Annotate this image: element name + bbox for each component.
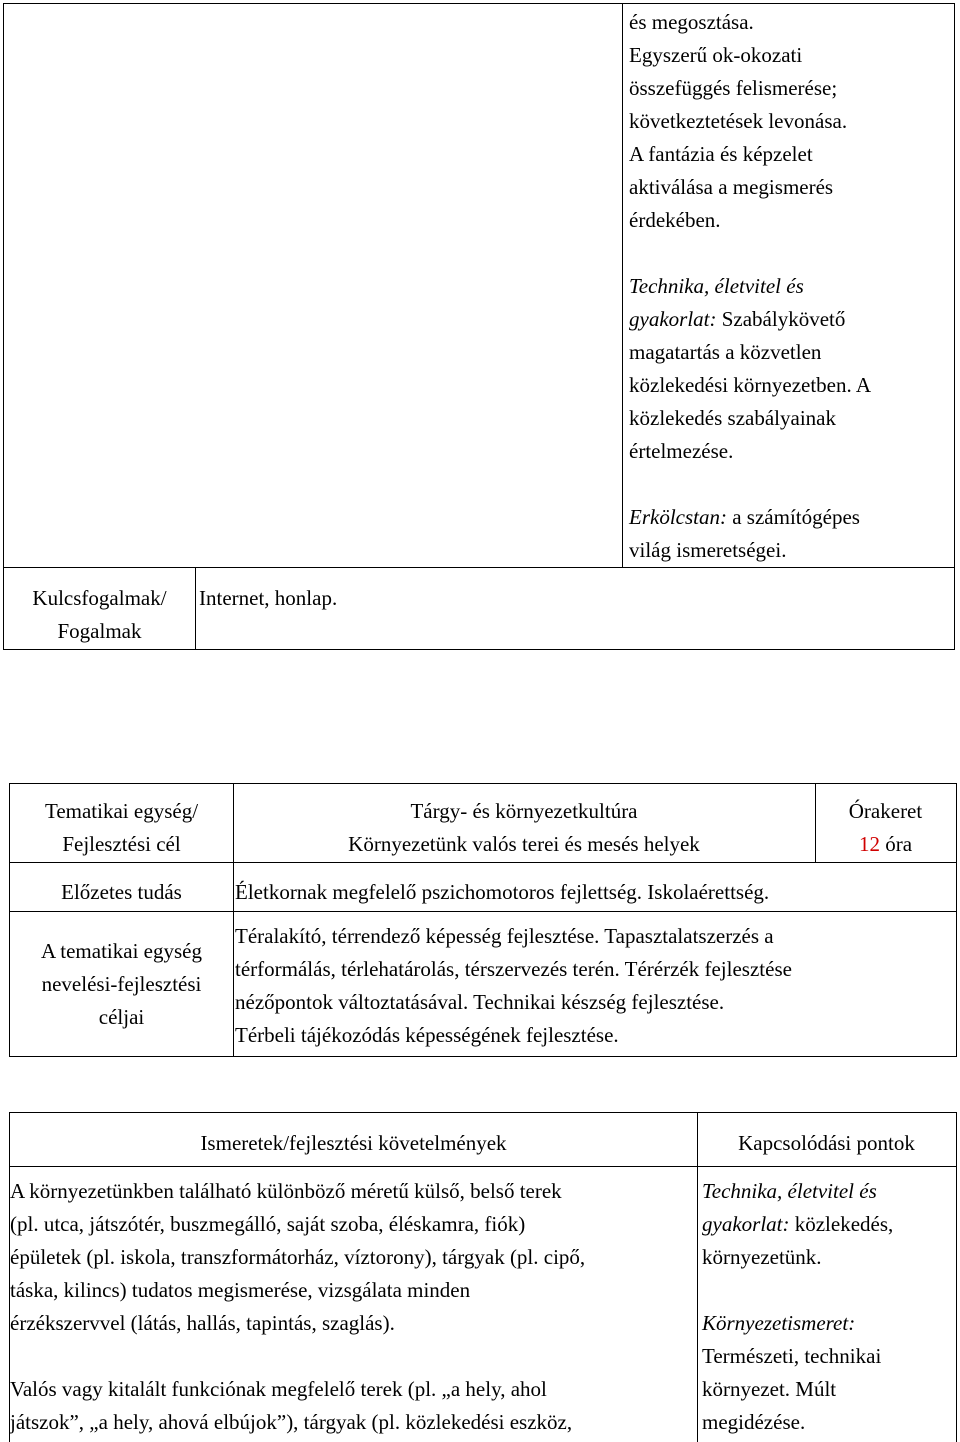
text-line: közlekedési környezetben. A — [629, 373, 871, 397]
text-line: Szabálykövető — [721, 307, 846, 331]
ethics-connection — [629, 501, 954, 567]
text-line: aktiválása a megismerés — [629, 175, 834, 199]
connections-header-cell — [697, 1112, 957, 1167]
text-line: magatartás a közvetlen — [629, 340, 822, 364]
table1-connections-cell — [622, 3, 955, 568]
unit-label: Tematikai egység/ — [44, 799, 199, 823]
text-line: Természeti, technikai — [702, 1344, 882, 1368]
hours-unit: óra — [885, 832, 913, 856]
goals-label: nevelési-fejlesztési — [41, 972, 202, 996]
unit-label-cell — [9, 783, 234, 863]
connections-body-cell — [697, 1166, 957, 1442]
requirements-header: Ismeretek/fejlesztési követelmények — [200, 1131, 507, 1155]
key-concepts-value-cell — [195, 567, 955, 650]
unit-title-cell — [233, 783, 816, 863]
requirements-paragraph — [10, 1175, 697, 1340]
requirements-header-cell — [9, 1112, 698, 1167]
requirements-text-line: A környezetünkben található különböző méretű külső, belső terek — [10, 1179, 562, 1203]
table1-left-cell — [3, 3, 623, 568]
requirements-text-line: érzékszervvel (látás, hallás, tapintás, szaglás). — [10, 1311, 395, 1335]
hours-number: 12 — [858, 832, 880, 856]
hours-cell — [815, 783, 957, 863]
subject-name: Erkölcstan: — [629, 505, 727, 529]
goals-label: A tematikai egység — [41, 939, 202, 963]
goals-text-line: Térbeli tájékozódás képességének fejlesztése. — [235, 1023, 619, 1047]
table1-connections-text — [629, 6, 954, 237]
subject-name: Technika, életvitel és — [702, 1179, 877, 1203]
goals-label: céljai — [98, 1005, 145, 1029]
prior-knowledge-label: Előzetes tudás — [61, 880, 182, 904]
text-line: közlekedés szabályainak — [629, 406, 836, 430]
text-line: a számítógépes — [732, 505, 860, 529]
key-concepts-label: Kulcsfogalmak/ — [32, 586, 167, 610]
requirements-text-line: épületek (pl. iskola, transzformátorház, víztorony), tárgyak (pl. cipő, — [10, 1245, 586, 1269]
subject-name: Technika, életvitel és — [629, 274, 804, 298]
requirements-text-line: játszok”, „a hely, ahová elbújok”), tárgyak (pl. közlekedési eszköz, — [10, 1410, 573, 1434]
hours-label: Órakeret — [848, 799, 923, 823]
text-line: összefüggés felismerése; — [629, 76, 838, 100]
text-line: megidézése. — [702, 1410, 806, 1434]
text-line: közlekedés, — [794, 1212, 894, 1236]
goals-text-line: térformálás, térlehatárolás, térszervezés terén. Térérzék fejlesztése — [235, 957, 792, 981]
unit-title: Tárgy- és környezetkultúra — [410, 799, 638, 823]
prior-knowledge-value-cell — [233, 862, 957, 912]
technology-connection — [702, 1175, 956, 1274]
text-line: környezet. Múlt — [702, 1377, 837, 1401]
goals-text-line: Téralakító, térrendező képesség fejlesztése. Tapasztalatszerzés a — [235, 924, 774, 948]
requirements-text-line: táska, kilincs) tudatos megismerése, vizsgálata minden — [10, 1278, 471, 1302]
goals-text-line: nézőpontok változtatásával. Technikai készség fejlesztése. — [235, 990, 725, 1014]
text-line: és megosztása. — [629, 10, 754, 34]
text-line: értelmezése. — [629, 439, 734, 463]
requirements-text-line: (pl. utca, játszótér, buszmegálló, saját szoba, éléskamra, fiók) — [10, 1212, 526, 1236]
prior-knowledge-value: Életkornak megfelelő pszichomotoros fejlettség. Iskolaérettség. — [235, 880, 770, 904]
unit-label: Fejlesztési cél — [62, 832, 181, 856]
subject-name: Környezetismeret: — [702, 1311, 856, 1335]
key-concepts-label: Fogalmak — [57, 619, 142, 643]
connections-header: Kapcsolódási pontok — [738, 1131, 915, 1155]
requirements-text-line: Valós vagy kitalált funkciónak megfelelő terek (pl. „a hely, ahol — [10, 1377, 547, 1401]
goals-value-cell — [233, 911, 957, 1057]
technology-connection — [629, 270, 954, 468]
goals-label-cell — [9, 911, 234, 1057]
environment-connection — [702, 1307, 956, 1439]
key-concepts-value: Internet, honlap. — [199, 586, 338, 610]
subject-name: gyakorlat: — [702, 1212, 790, 1236]
text-line: környezetünk. — [702, 1245, 822, 1269]
requirements-body-cell — [9, 1166, 698, 1442]
text-line: A fantázia és képzelet — [629, 142, 813, 166]
subject-name: gyakorlat: — [629, 307, 717, 331]
text-line: következtetések levonása. — [629, 109, 848, 133]
text-line: világ ismeretségei. — [629, 538, 787, 562]
text-line: érdekében. — [629, 208, 721, 232]
prior-knowledge-label-cell — [9, 862, 234, 912]
key-concepts-label-cell — [3, 567, 196, 650]
requirements-paragraph — [10, 1373, 697, 1439]
text-line: Egyszerű ok-okozati — [629, 43, 803, 67]
unit-subtitle: Környezetünk valós terei és mesés helyek — [348, 832, 700, 856]
